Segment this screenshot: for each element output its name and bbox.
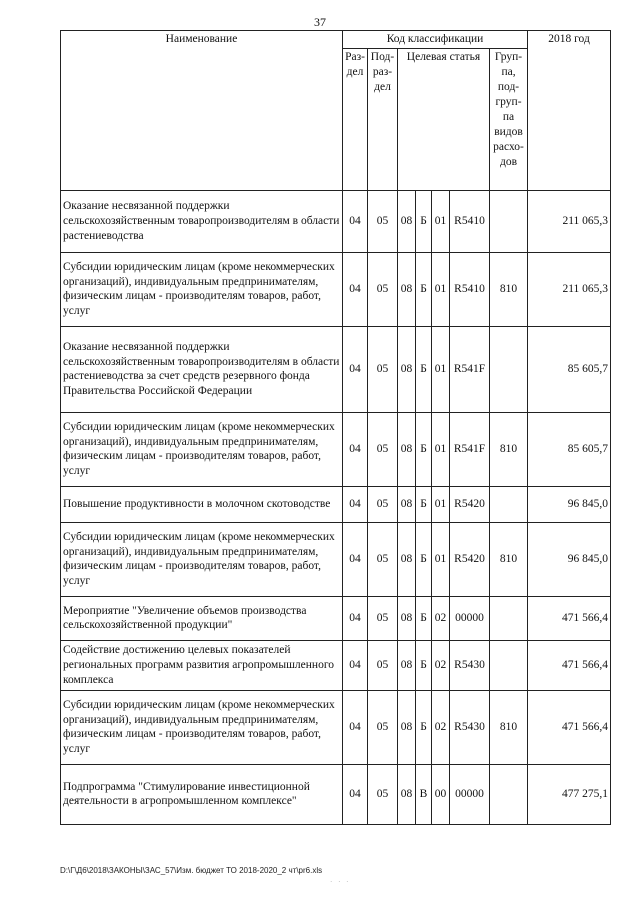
row-target-event: 01: [432, 252, 450, 326]
row-target-event: 02: [432, 690, 450, 764]
table-row: [61, 764, 611, 824]
table-row: [61, 190, 611, 252]
row-target-program: 08: [398, 596, 416, 640]
row-target-event: 00: [432, 764, 450, 824]
row-target-program: 08: [398, 412, 416, 486]
row-amount: 85 605,7: [528, 326, 611, 412]
page-number: 37: [314, 15, 326, 29]
header-subsection: Под- раз- дел: [368, 48, 398, 190]
header-year: 2018 год: [528, 31, 611, 191]
row-target-subprogram: В: [416, 764, 432, 824]
row-target-program: 08: [398, 326, 416, 412]
row-subsection: 05: [368, 596, 398, 640]
row-target-program: 08: [398, 690, 416, 764]
row-amount: 211 065,3: [528, 190, 611, 252]
row-target-subprogram: Б: [416, 326, 432, 412]
row-target-subprogram: Б: [416, 640, 432, 690]
row-expense-group: 810: [490, 252, 528, 326]
row-target-direction: R5430: [450, 690, 490, 764]
row-expense-group: [490, 486, 528, 522]
row-amount: 96 845,0: [528, 486, 611, 522]
row-section: 04: [343, 764, 368, 824]
row-section: 04: [343, 326, 368, 412]
row-target-subprogram: Б: [416, 596, 432, 640]
header-name: Наименование: [61, 31, 343, 191]
budget-table: [60, 30, 611, 825]
row-target-subprogram: Б: [416, 252, 432, 326]
row-target-event: 01: [432, 190, 450, 252]
row-section: 04: [343, 640, 368, 690]
file-path-footer: D:\Г\Д6\2018\ЗАКОНЫ\ЗАС_57\Изм. бюджет ТО 2018-2020_2 чт\pr6.xls: [60, 866, 323, 875]
row-name: Субсидии юридическим лицам (кроме некоммерческих организаций), индивидуальным предпринимателям, физическим лицам - производителям товаров, работ, услуг: [61, 522, 343, 596]
row-target-subprogram: Б: [416, 412, 432, 486]
table-row: [61, 412, 611, 486]
row-subsection: 05: [368, 640, 398, 690]
row-target-direction: R5430: [450, 640, 490, 690]
row-target-program: 08: [398, 640, 416, 690]
row-name: Субсидии юридическим лицам (кроме некоммерческих организаций), индивидуальным предпринимателям, физическим лицам - производителям товаров, работ, услуг: [61, 252, 343, 326]
row-amount: 471 566,4: [528, 640, 611, 690]
row-expense-group: [490, 640, 528, 690]
row-expense-group: [490, 326, 528, 412]
row-expense-group: 810: [490, 522, 528, 596]
row-amount: 471 566,4: [528, 690, 611, 764]
row-name: Повышение продуктивности в молочном скотоводстве: [61, 486, 343, 522]
row-subsection: 05: [368, 522, 398, 596]
row-target-direction: R541F: [450, 326, 490, 412]
row-target-subprogram: Б: [416, 486, 432, 522]
row-section: 04: [343, 190, 368, 252]
row-target-subprogram: Б: [416, 522, 432, 596]
row-subsection: 05: [368, 326, 398, 412]
row-target-program: 08: [398, 190, 416, 252]
row-target-direction: R5420: [450, 522, 490, 596]
row-target-event: 01: [432, 326, 450, 412]
header-expense-group: Груп- па, под- груп- па видов расхо- дов: [490, 48, 528, 190]
row-target-event: 02: [432, 640, 450, 690]
row-target-event: 01: [432, 412, 450, 486]
row-target-event: 01: [432, 522, 450, 596]
row-subsection: 05: [368, 412, 398, 486]
row-subsection: 05: [368, 252, 398, 326]
row-expense-group: [490, 596, 528, 640]
row-name: Содействие достижению целевых показателей региональных программ развития агропромышленного комплекса: [61, 640, 343, 690]
row-amount: 477 275,1: [528, 764, 611, 824]
row-target-direction: R5410: [450, 190, 490, 252]
table-row: [61, 690, 611, 764]
table-row: [61, 486, 611, 522]
row-target-subprogram: Б: [416, 190, 432, 252]
row-subsection: 05: [368, 690, 398, 764]
header-target-article: Целевая статья: [398, 48, 490, 190]
row-target-subprogram: Б: [416, 690, 432, 764]
row-target-program: 08: [398, 486, 416, 522]
table-row: [61, 596, 611, 640]
row-name: Субсидии юридическим лицам (кроме некоммерческих организаций), индивидуальным предпринимателям, физическим лицам - производителям товаров, работ, услуг: [61, 412, 343, 486]
row-target-program: 08: [398, 764, 416, 824]
row-expense-group: 810: [490, 690, 528, 764]
row-amount: 85 605,7: [528, 412, 611, 486]
row-section: 04: [343, 412, 368, 486]
row-subsection: 05: [368, 764, 398, 824]
row-expense-group: 810: [490, 412, 528, 486]
row-target-program: 08: [398, 522, 416, 596]
row-section: 04: [343, 690, 368, 764]
row-target-direction: 00000: [450, 764, 490, 824]
row-amount: 211 065,3: [528, 252, 611, 326]
table-row: [61, 252, 611, 326]
row-section: 04: [343, 596, 368, 640]
row-section: 04: [343, 522, 368, 596]
table-row: [61, 640, 611, 690]
row-expense-group: [490, 764, 528, 824]
row-name: Мероприятие "Увеличение объемов производства сельскохозяйственной продукции": [61, 596, 343, 640]
table-row: [61, 326, 611, 412]
row-target-program: 08: [398, 252, 416, 326]
row-target-direction: R5410: [450, 252, 490, 326]
row-target-event: 01: [432, 486, 450, 522]
row-target-direction: R5420: [450, 486, 490, 522]
row-section: 04: [343, 486, 368, 522]
row-name: Оказание несвязанной поддержки сельскохозяйственным товаропроизводителям в области растениеводства за счет средств резервного фонда Правительства Российской Федерации: [61, 326, 343, 412]
row-subsection: 05: [368, 486, 398, 522]
row-target-direction: 00000: [450, 596, 490, 640]
table-row: [61, 522, 611, 596]
scan-artifact: · · ·: [330, 878, 351, 886]
row-section: 04: [343, 252, 368, 326]
row-target-direction: R541F: [450, 412, 490, 486]
row-target-event: 02: [432, 596, 450, 640]
row-name: Оказание несвязанной поддержки сельскохозяйственным товаропроизводителям в области растениеводства: [61, 190, 343, 252]
row-subsection: 05: [368, 190, 398, 252]
row-amount: 471 566,4: [528, 596, 611, 640]
row-name: Субсидии юридическим лицам (кроме некоммерческих организаций), индивидуальным предпринимателям, физическим лицам - производителям товаров, работ, услуг: [61, 690, 343, 764]
row-expense-group: [490, 190, 528, 252]
row-amount: 96 845,0: [528, 522, 611, 596]
header-section: Раз- дел: [343, 48, 368, 190]
row-name: Подпрограмма "Стимулирование инвестиционной деятельности в агропромышленном комплексе": [61, 764, 343, 824]
header-classification-code: Код классификации: [343, 31, 528, 49]
